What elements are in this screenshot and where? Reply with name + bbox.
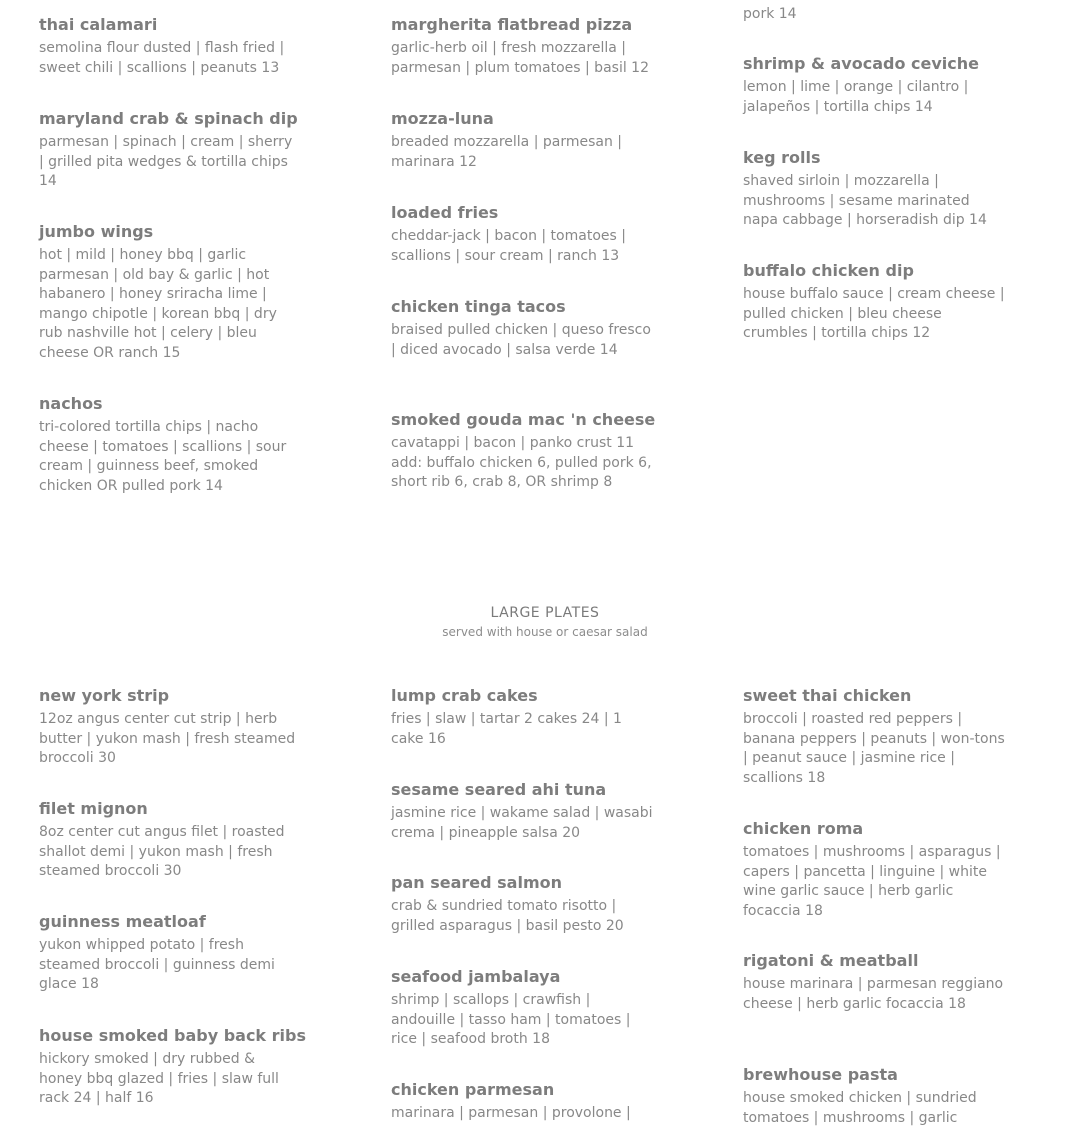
menu-item-desc: house buffalo sauce | cream cheese | pulled chicken | bleu cheese crumbles | tortilla chips 12 <box>743 286 1005 341</box>
menu-item-desc: broccoli | roasted red peppers | banana peppers | peanuts | won-tons | peanut sauce | jasmine rice | scallions 18 <box>743 711 1005 786</box>
menu-item <box>39 912 301 995</box>
menu-item-desc: hot | mild | honey bbq | garlic parmesan | old bay & garlic | hot habanero | honey sriracha lime | mango chipotle | korean bbq | dry rub nashville hot | celery | bleu cheese OR ranch 15 <box>39 247 277 361</box>
menu-item-name: pan seared salmon <box>391 873 563 892</box>
menu-item <box>391 410 656 493</box>
menu-item-desc: braised pulled chicken | queso fresco | diced avocado | salsa verde 14 <box>391 322 651 358</box>
section-subtitle: served with house or caesar salad <box>442 625 648 639</box>
menu-item-name: mozza-luna <box>391 109 494 128</box>
menu-item-desc: garlic-herb oil | fresh mozzarella | parmesan | plum tomatoes | basil 12 <box>391 40 649 76</box>
menu-item-name: chicken parmesan <box>391 1080 555 1099</box>
menu-item <box>391 967 653 1050</box>
menu-item-name: new york strip <box>39 686 170 705</box>
menu-item-name: house smoked baby back ribs <box>39 1026 306 1045</box>
menu-item <box>391 109 653 172</box>
menu-item <box>39 222 301 363</box>
menu-item-name: sesame seared ahi tuna <box>391 780 607 799</box>
menu-item-desc: semolina flour dusted | flash fried | sweet chili | scallions | peanuts 13 <box>39 40 285 76</box>
menu-item-desc: 8oz center cut angus filet | roasted shallot demi | yukon mash | fresh steamed broccoli 30 <box>39 824 285 879</box>
menu-item <box>743 1065 1005 1128</box>
menu-item <box>391 203 653 266</box>
menu-item-name: nachos <box>39 394 103 413</box>
menu-item <box>391 686 653 749</box>
menu-item <box>39 1026 306 1109</box>
menu-item-desc: lemon | lime | orange | cilantro | jalapeños | tortilla chips 14 <box>743 79 969 115</box>
menu-item <box>39 15 301 78</box>
menu-item-name: loaded fries <box>391 203 499 222</box>
menu-item-name: smoked gouda mac 'n cheese <box>391 410 656 429</box>
menu-item-name: guinness meatloaf <box>39 912 206 931</box>
menu-item-name: chicken roma <box>743 819 864 838</box>
menu-item-desc: jasmine rice | wakame salad | wasabi crema | pineapple salsa 20 <box>391 805 653 841</box>
menu-item <box>391 1080 653 1124</box>
menu-item-name: shrimp & avocado ceviche <box>743 54 979 73</box>
menu-item-desc: hickory smoked | dry rubbed & honey bbq glazed | fries | slaw full rack 24 | half 16 <box>39 1051 279 1106</box>
menu-item-name: seafood jambalaya <box>391 967 561 986</box>
menu-item <box>743 686 1005 788</box>
menu-item-name: thai calamari <box>39 15 158 34</box>
menu-item-name: buffalo chicken dip <box>743 261 914 280</box>
section-title: LARGE PLATES <box>490 605 600 621</box>
menu-item-name: maryland crab & spinach dip <box>39 109 298 128</box>
menu-item <box>391 15 653 78</box>
menu-item <box>39 394 301 496</box>
menu-item-desc: tomatoes | mushrooms | asparagus | capers | pancetta | linguine | white wine garlic sauce | herb garlic focaccia 18 <box>743 844 1001 919</box>
menu-item-name: keg rolls <box>743 148 821 167</box>
large-plates-header <box>0 604 1090 640</box>
menu-item <box>391 873 653 936</box>
menu-item-desc: cavatappi | bacon | panko crust 11 add: buffalo chicken 6, pulled pork 6, short rib 6, crab 8, OR shrimp 8 <box>391 435 652 490</box>
menu-item-name: margherita flatbread pizza <box>391 15 633 34</box>
menu-item-desc: cheddar-jack | bacon | tomatoes | scallions | sour cream | ranch 13 <box>391 228 626 264</box>
menu-item-desc: fries | slaw | tartar 2 cakes 24 | 1 cake 16 <box>391 711 622 747</box>
menu-item-desc-fragment: pork 14 <box>743 6 797 22</box>
menu-item-desc: shrimp | scallops | crawfish | andouille | tasso ham | tomatoes | rice | seafood broth 18 <box>391 992 631 1047</box>
menu-item-name: lump crab cakes <box>391 686 538 705</box>
menu-item-name: sweet thai chicken <box>743 686 912 705</box>
menu-item <box>391 780 653 843</box>
menu-item-name: jumbo wings <box>39 222 154 241</box>
menu-item-name: filet mignon <box>39 799 148 818</box>
menu-item <box>391 297 653 360</box>
menu-item-desc: yukon whipped potato | fresh steamed broccoli | guinness demi glace 18 <box>39 937 275 992</box>
menu-item-name: rigatoni & meatball <box>743 951 919 970</box>
menu-item-desc: shaved sirloin | mozzarella | mushrooms | sesame marinated napa cabbage | horseradish dip 14 <box>743 173 987 228</box>
menu-item <box>39 109 301 192</box>
menu-item <box>39 799 301 882</box>
menu-item-desc: house marinara | parmesan reggiano cheese | herb garlic focaccia 18 <box>743 976 1004 1012</box>
menu-item <box>743 148 1005 231</box>
menu-item-desc: 12oz angus center cut strip | herb butter | yukon mash | fresh steamed broccoli 30 <box>39 711 296 766</box>
menu-item-desc: crab & sundried tomato risotto | grilled asparagus | basil pesto 20 <box>391 898 624 934</box>
menu-item <box>39 686 301 769</box>
menu-item-desc: marinara | parmesan | provolone | <box>391 1105 631 1121</box>
menu-item-desc: breaded mozzarella | parmesan | marinara 12 <box>391 134 623 170</box>
menu-item <box>743 819 1005 921</box>
menu-item-desc: tri-colored tortilla chips | nacho cheese | tomatoes | scallions | sour cream | guinness beef, smoked chicken OR pulled pork 14 <box>39 419 287 494</box>
menu-item <box>743 261 1005 344</box>
menu-item-desc: house smoked chicken | sundried tomatoes | mushrooms | garlic <box>743 1090 977 1126</box>
menu-item <box>743 54 1005 117</box>
menu-item-name: chicken tinga tacos <box>391 297 566 316</box>
menu-item-desc: parmesan | spinach | cream | sherry | grilled pita wedges & tortilla chips 14 <box>39 134 293 189</box>
menu-item-name: brewhouse pasta <box>743 1065 898 1084</box>
menu-item <box>743 951 1005 1014</box>
